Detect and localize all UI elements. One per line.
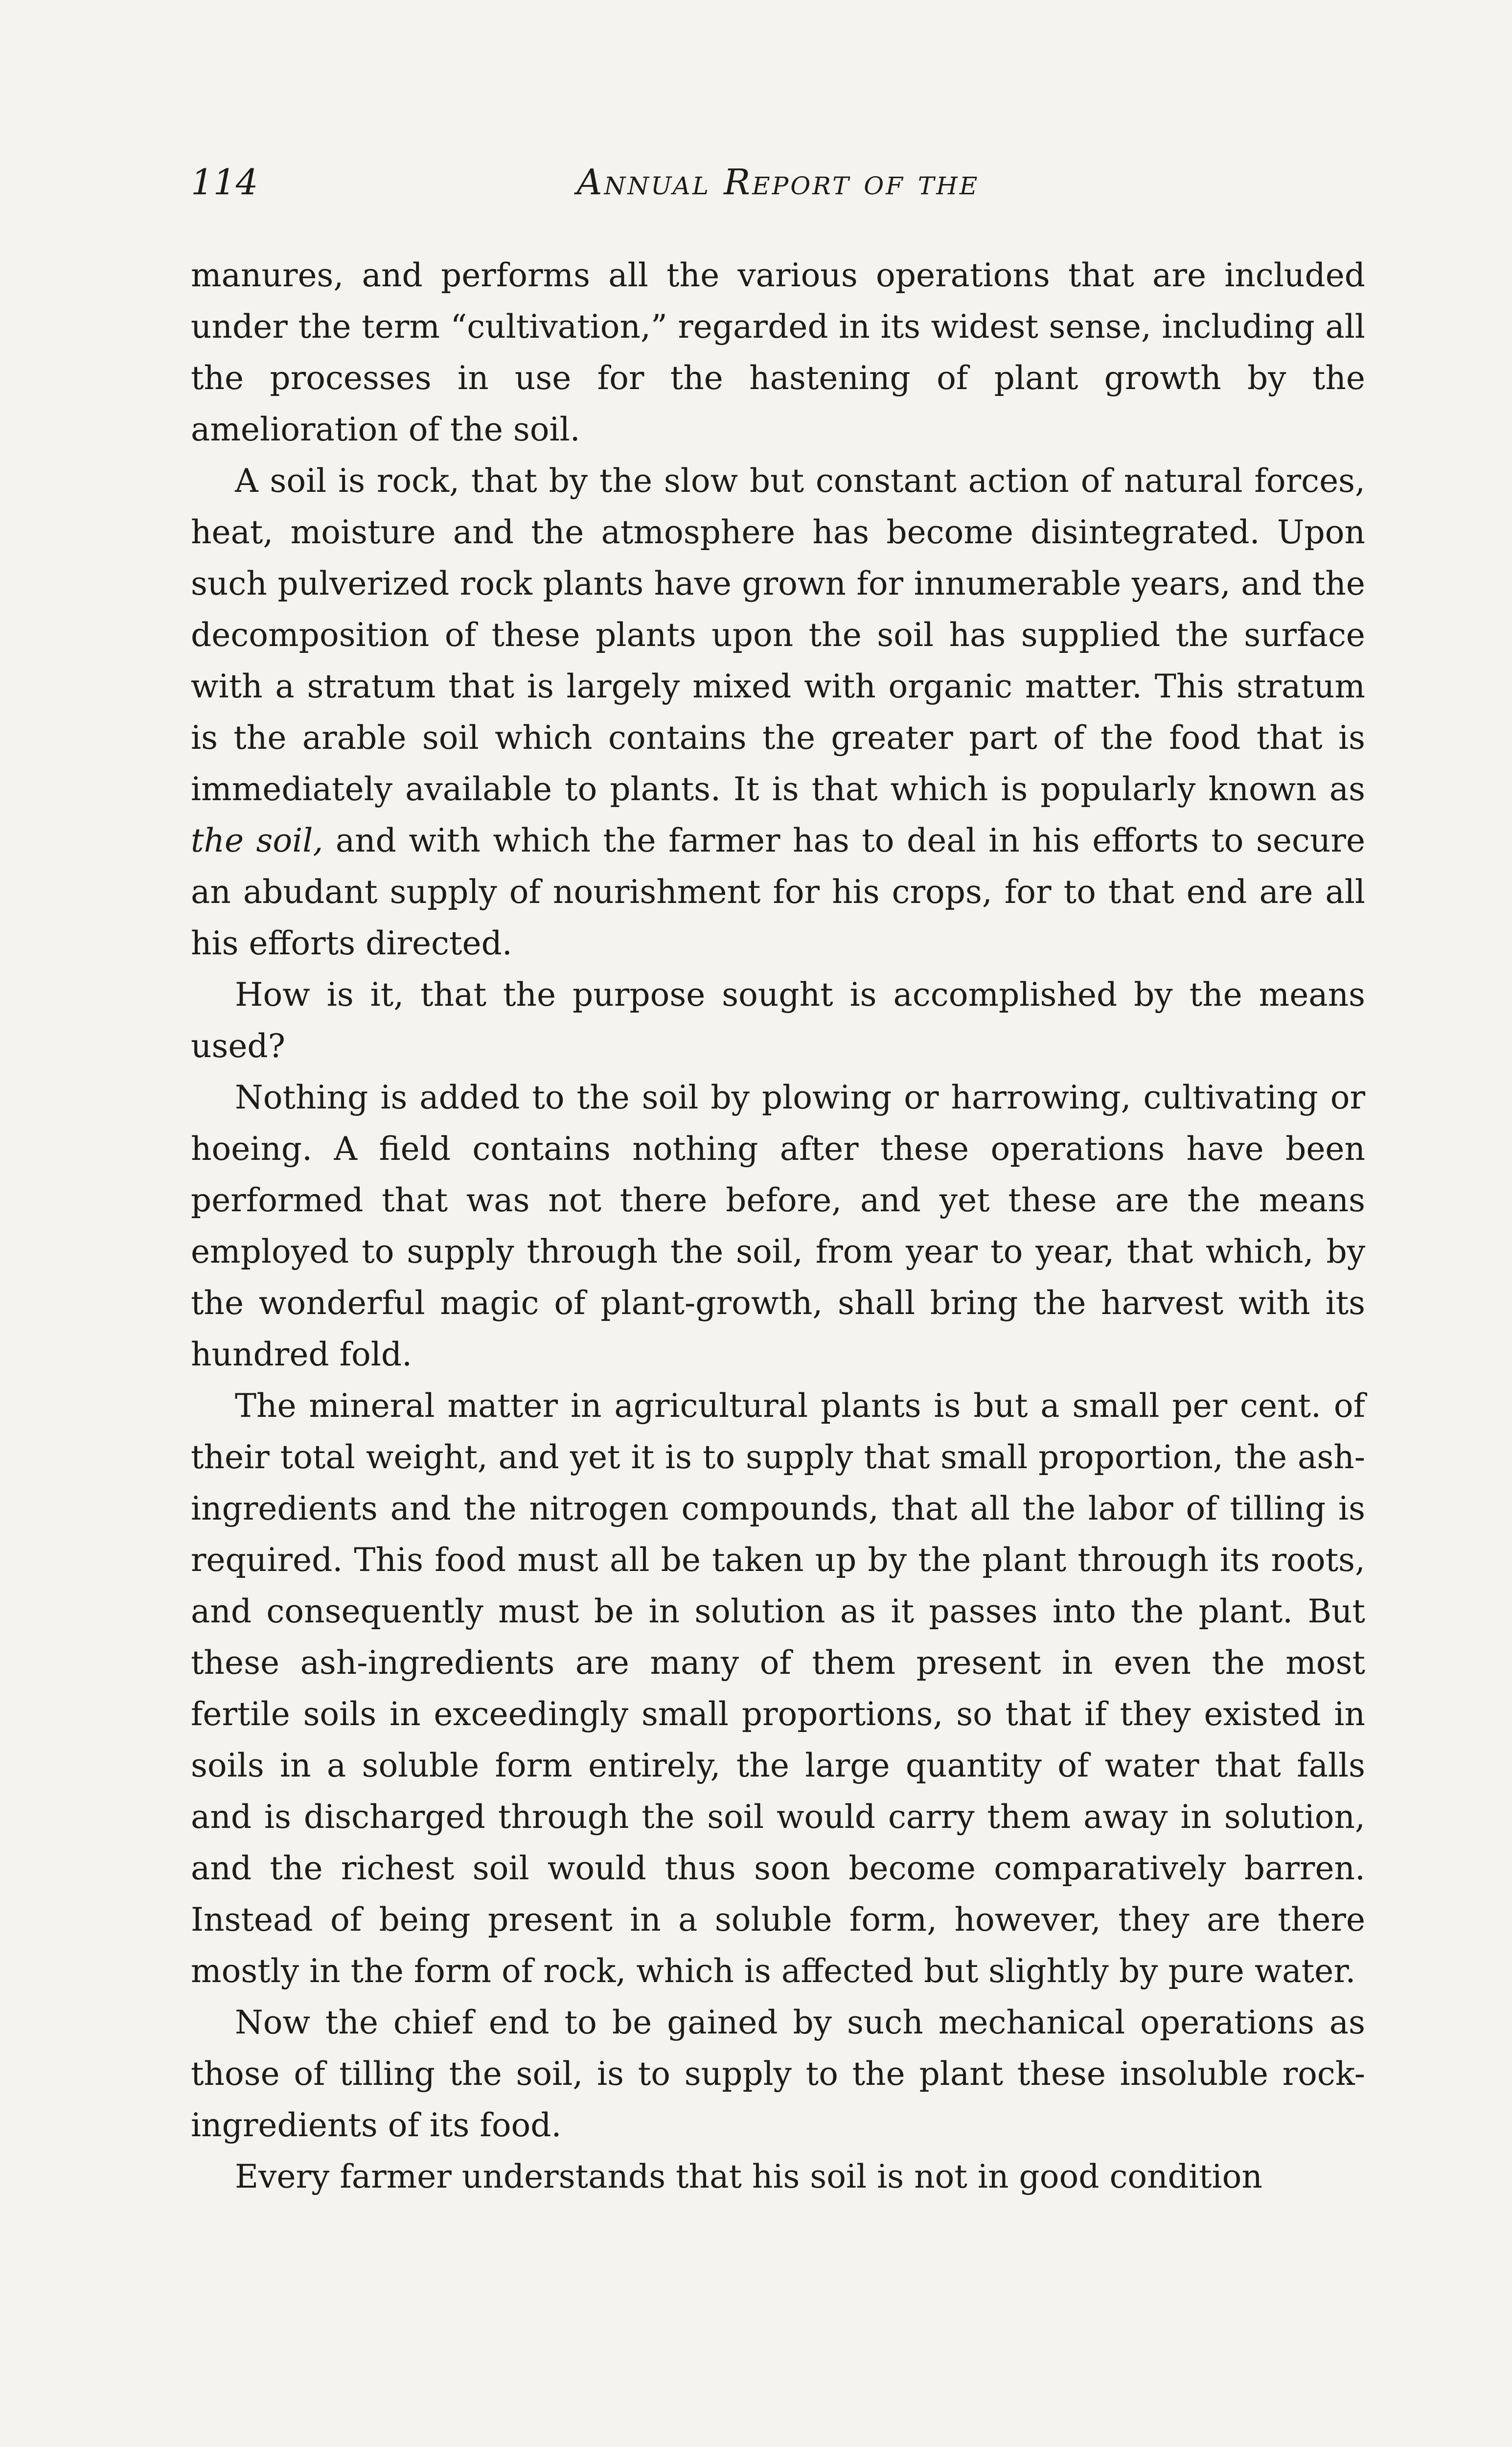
paragraph-6: Now the chief end to be gained by such mechanical operations as those of tilling the soil, is to supply to the plant these insoluble rock-ingredients of its food. [191,2004,1365,2144]
paragraph-2-end: and with which the farmer has to deal in his efforts to secure an abudant supply of nourishment for his crops, for to that end are all his efforts directed. [191,822,1366,962]
paragraph-4: Nothing is added to the soil by plowing or harrowing, cultivating or hoeing. A field contains nothing after these operations have been performed that was not there before, and yet these are the means employed to supply through the soil, from year to year, that which, by the wonderful magic of plant-growth, shall bring the harvest with its hundred fold. [191,1079,1365,1373]
running-title: Annual Report of the [576,162,980,203]
body-text [191,250,1365,2202]
paragraph-7: Every farmer understands that his soil is not in good condition [235,2158,1262,2195]
document-page [191,162,1365,2202]
running-head [191,162,1365,220]
paragraph-5: The mineral matter in agricultural plants is but a small per cent. of their total weight, and yet it is to supply that small proportion, the ash-ingredients and the nitrogen compounds, that all the labor of tilling is required. This food must all be taken up by the plant through its roots, and consequently must be in solution as it passes into the plant. But these ash-ingredients are many of them present in even the most fertile soils in exceedingly small proportions, so that if they existed in soils in a soluble form entirely, the large quantity of water that falls and is discharged through the soil would carry them away in solution, and the richest soil would thus soon become comparatively barren. Instead of being present in a soluble form, however, they are there mostly in the form of rock, which is affected but slightly by pure water. [191,1387,1365,1990]
paragraph-2 [191,455,1365,969]
page-number: 114 [191,162,258,203]
paragraph-2-text: A soil is rock, that by the slow but constant action of natural forces, heat, moisture and the atmosphere has become disintegrated. Upon such pulverized rock plants have grown for innumerable years, and the decomposition of these plants upon the soil has supplied the surface with a stratum that is largely mixed with organic matter. This stratum is the arable soil which contains the greater part of the food that is immediately available to plants. It is that which is popularly known as [191,462,1365,808]
paragraph-3: How is it, that the purpose sought is accomplished by the means used? [191,976,1365,1065]
paragraph-1: manures, and performs all the various operations that are included under the term “cultivation,” regarded in its widest sense, including all the processes in use for the hastening of plant growth by the amelioration of the soil. [191,256,1365,448]
italic-phrase: the soil, [191,822,323,859]
